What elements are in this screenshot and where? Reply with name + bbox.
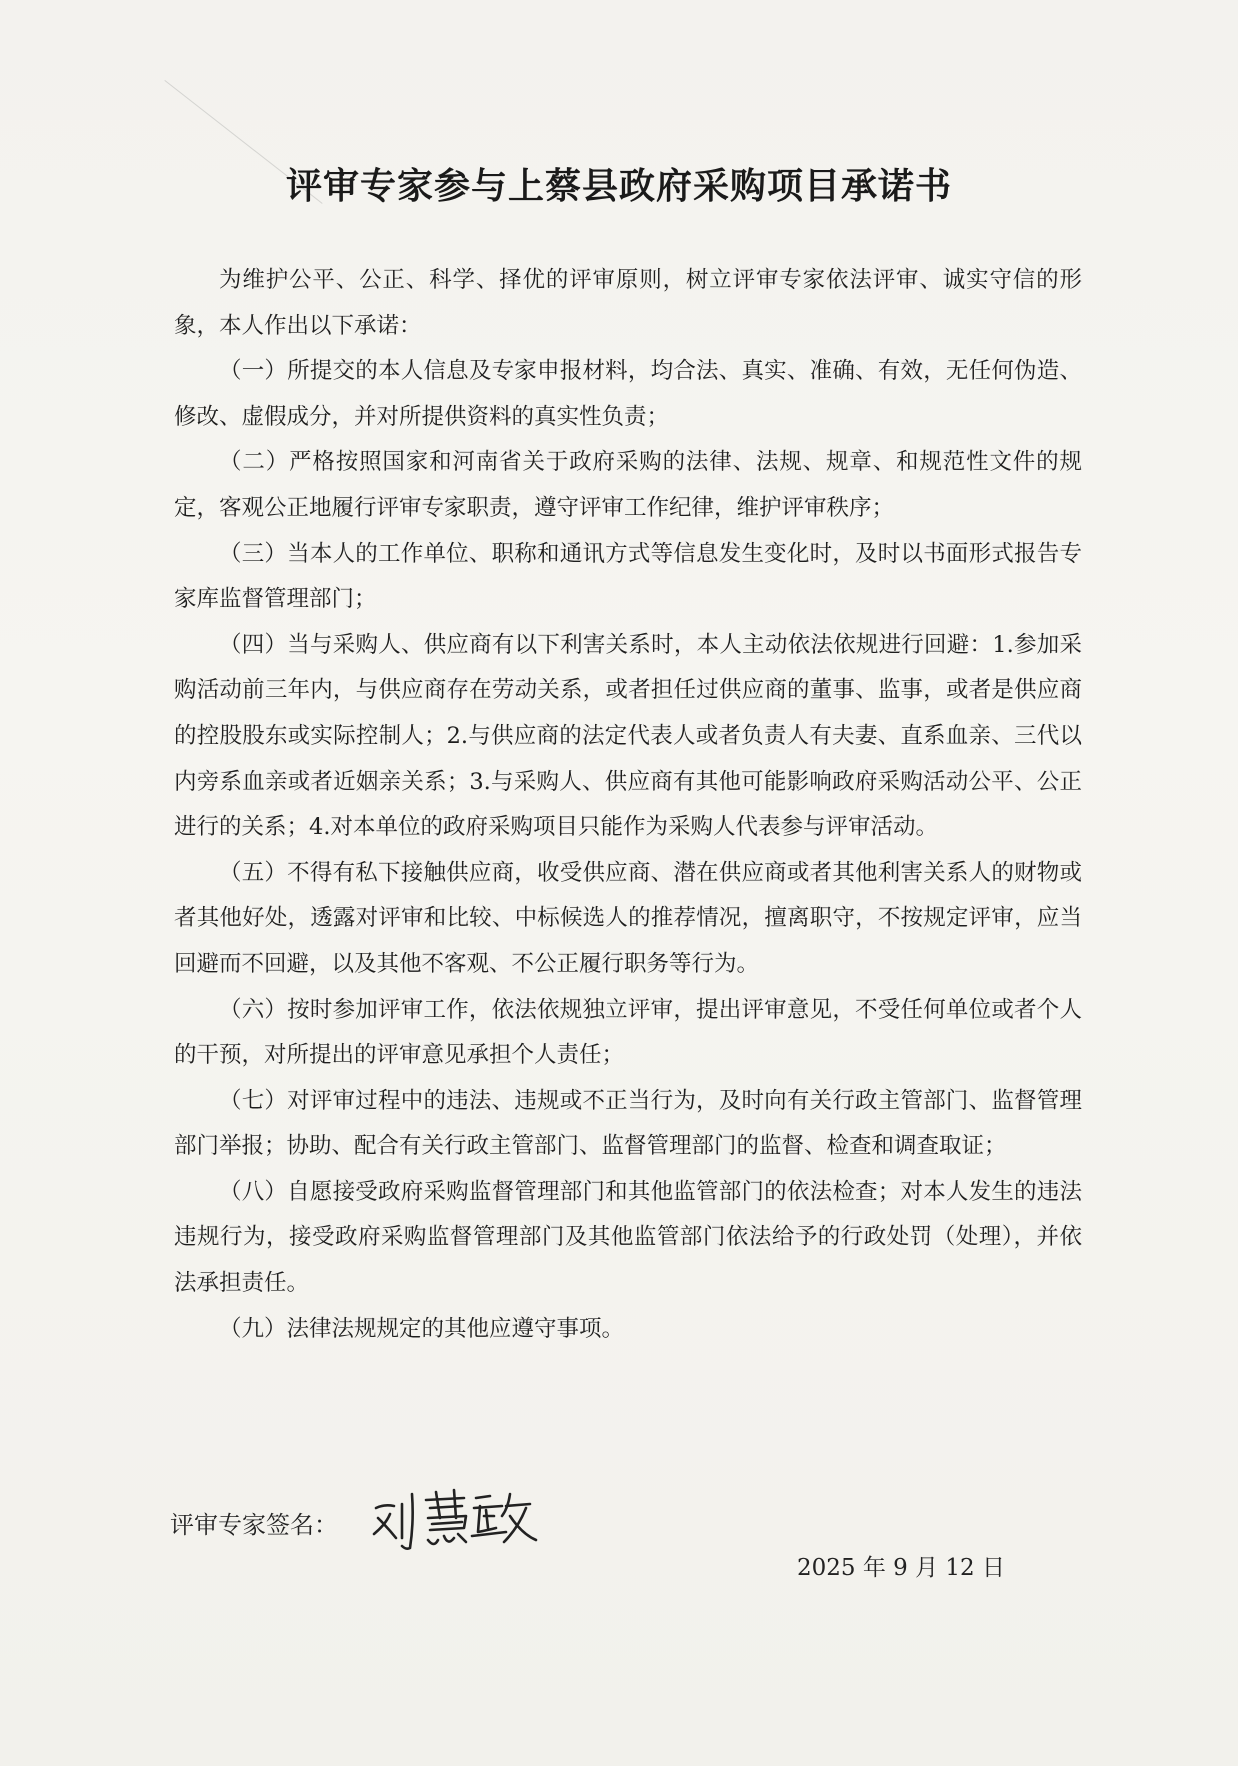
signing-date: 2025 年 9 月 12 日 [797, 1555, 1005, 1581]
document-title: 评审专家参与上蔡县政府采购项目承诺书 [285, 165, 952, 207]
commitment-item-7: （七）对评审过程中的违法、违规或不正当行为，及时向有关行政主管部门、监督管理部门举报；协助、配合有关行政主管部门、监督管理部门的监督、检查和调查取证； [174, 1087, 1082, 1160]
commitment-item-1: （一）所提交的本人信息及专家申报材料，均合法、真实、准确、有效，无任何伪造、修改、虚假成分，并对所提供资料的真实性负责； [174, 358, 1082, 430]
commitment-item-3: （三）当本人的工作单位、职称和通讯方式等信息发生变化时，及时以书面形式报告专家库监督管理部门； [174, 540, 1082, 613]
commitment-item-4: （四）当与采购人、供应商有以下利害关系时，本人主动依法依规进行回避：1.参加采购活动前三年内，与供应商存在劳动关系，或者担任过供应商的董事、监事，或者是供应商的控股股东或实际控制人；2.与供应商的法定代表人或者负责人有夫妻、直系血亲、三代以内旁系血亲或者近姻亲关系；3.与采购人、供应商有其他可能影响政府采购活动公平、公正进行的关系；4.对本单位的政府采购项目只能作为采购人代表参与评审活动。 [174, 631, 1082, 841]
commitment-item-2: （二）严格按照国家和河南省关于政府采购的法律、法规、规章、和规范性文件的规定，客观公正地履行评审专家职责，遵守评审工作纪律，维护评审秩序； [174, 449, 1082, 521]
intro-paragraph: 为维护公平、公正、科学、择优的评审原则，树立评审专家依法评审、诚实守信的形象，本人作出以下承诺： [174, 267, 1082, 339]
handwritten-signature [368, 1488, 540, 1554]
document-body [174, 258, 1082, 1352]
signature-label: 评审专家签名： [170, 1511, 338, 1539]
commitment-item-6: （六）按时参加评审工作，依法依规独立评审，提出评审意见，不受任何单位或者个人的干预，对所提出的评审意见承担个人责任； [174, 996, 1082, 1069]
commitment-item-9: （九）法律法规规定的其他应遵守事项。 [219, 1315, 625, 1342]
commitment-item-8: （八）自愿接受政府采购监督管理部门和其他监管部门的依法检查；对本人发生的违法违规行为，接受政府采购监督管理部门及其他监管部门依法给予的行政处罚（处理），并依法承担责任。 [174, 1178, 1082, 1297]
commitment-item-5: （五）不得有私下接触供应商，收受供应商、潜在供应商或者其他利害关系人的财物或者其他好处，透露对评审和比较、中标候选人的推荐情况，擅离职守，不按规定评审，应当回避而不回避，以及其他不客观、不公正履行职务等行为。 [174, 859, 1082, 977]
